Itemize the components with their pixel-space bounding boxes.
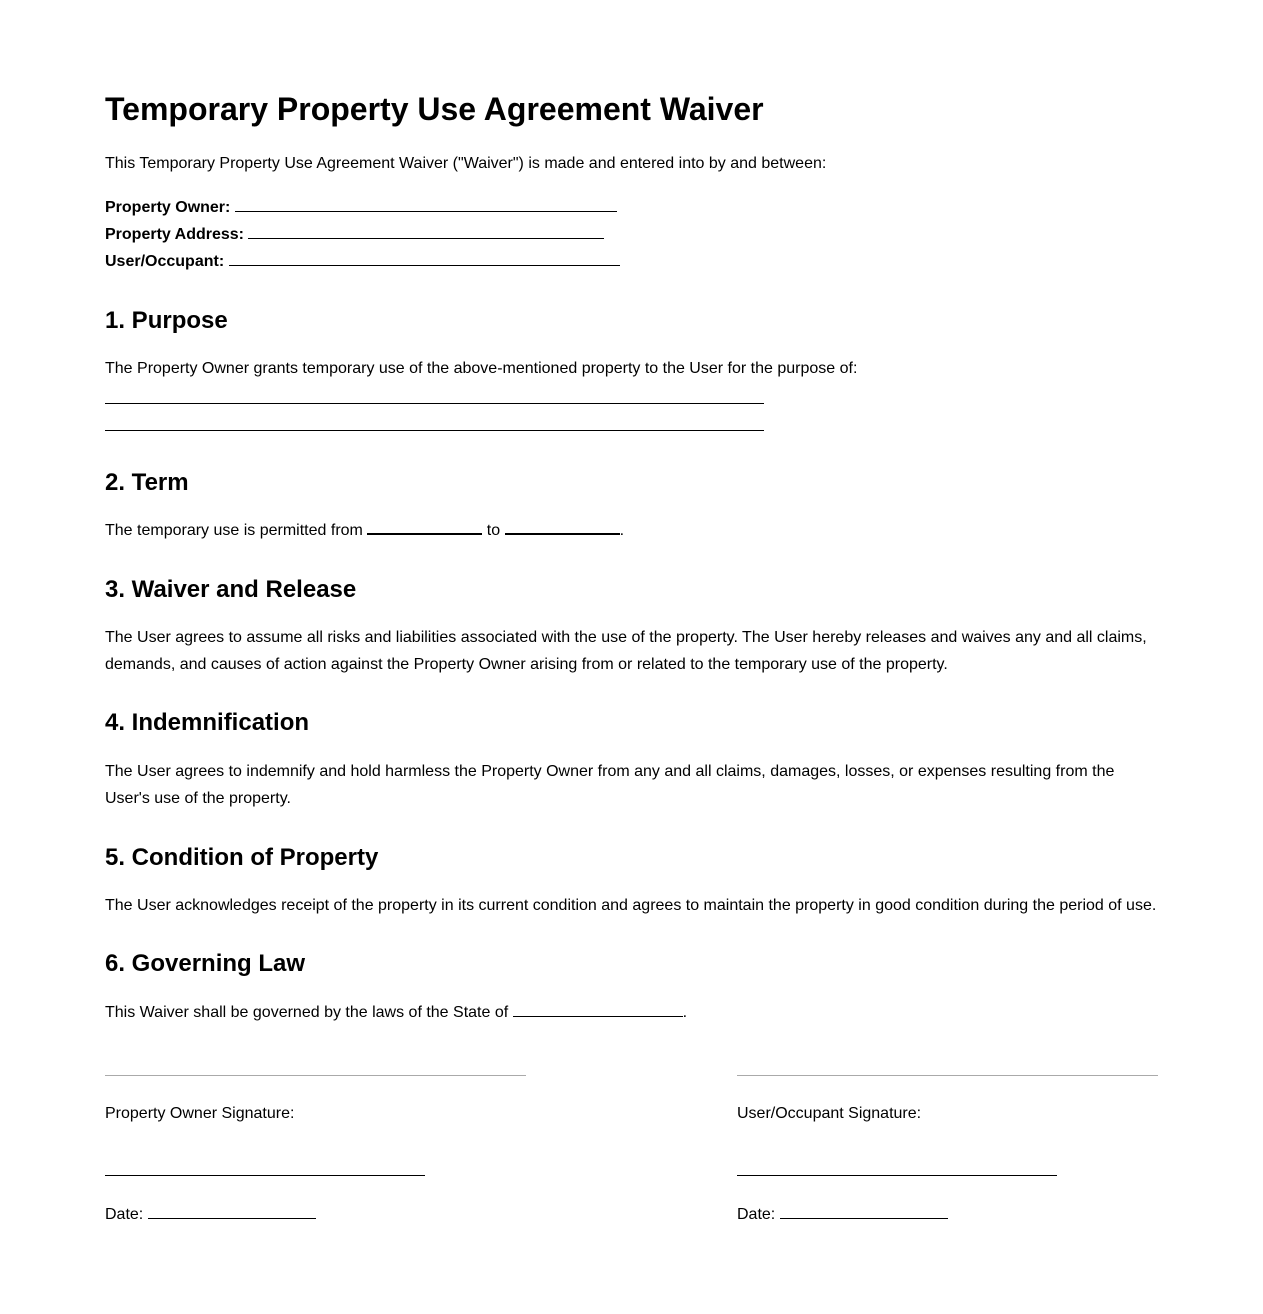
- user-occupant-field: [105, 248, 620, 275]
- section-heading-term: 2. Term: [105, 469, 189, 496]
- law-text-end: .: [682, 1004, 688, 1021]
- section-heading-governing-law: 6. Governing Law: [105, 950, 306, 977]
- owner-signature-divider: [105, 1075, 526, 1076]
- term-end-blank[interactable]: [505, 521, 620, 535]
- waiver-text: The User agrees to assume all risks and liabilities associated with the use of the property. The User hereby releases and waives any and all claims, demands, and causes of action against the Property Owner arising from or related to the temporary use of the property.: [105, 629, 1147, 673]
- document-title: Temporary Property Use Agreement Waiver: [105, 91, 764, 127]
- term-text-end: .: [619, 522, 625, 539]
- purpose-blank-line-1[interactable]: [105, 403, 764, 404]
- intro-text: This Temporary Property Use Agreement Waiver ("Waiver") is made and entered into by and between:: [105, 155, 827, 172]
- owner-signature-label: Property Owner Signature:: [105, 1105, 295, 1122]
- property-owner-field: [105, 194, 617, 221]
- indemnification-text: The User agrees to indemnify and hold harmless the Property Owner from any and all claims, damages, losses, or expenses resulting from the User's use of the property.: [105, 763, 1115, 807]
- date-label: Date:: [105, 1206, 144, 1223]
- property-address-blank[interactable]: [248, 226, 604, 239]
- owner-signature-blank[interactable]: [105, 1175, 425, 1176]
- owner-date-blank[interactable]: [148, 1206, 316, 1219]
- field-label: User/Occupant:: [105, 253, 225, 270]
- section-heading-indemnification: 4. Indemnification: [105, 709, 310, 736]
- user-date-blank[interactable]: [780, 1206, 948, 1219]
- section-heading-condition: 5. Condition of Property: [105, 844, 379, 871]
- user-signature-blank[interactable]: [737, 1175, 1057, 1176]
- user-signature-divider: [737, 1075, 1158, 1076]
- law-text-before: This Waiver shall be governed by the laws of the State of: [105, 1004, 509, 1021]
- section-heading-waiver: 3. Waiver and Release: [105, 576, 357, 603]
- condition-text: The User acknowledges receipt of the property in its current condition and agrees to maintain the property in good condition during the period of use.: [105, 897, 1157, 914]
- term-text-mid: to: [486, 522, 501, 539]
- date-label: Date:: [737, 1206, 776, 1223]
- user-signature-label: User/Occupant Signature:: [737, 1105, 922, 1122]
- section-heading-purpose: 1. Purpose: [105, 307, 228, 334]
- user-occupant-blank[interactable]: [229, 253, 620, 266]
- term-text: [105, 517, 624, 544]
- term-start-blank[interactable]: [367, 521, 482, 535]
- field-label: Property Owner:: [105, 199, 231, 216]
- purpose-blank-line-2[interactable]: [105, 430, 764, 431]
- governing-law-text: [105, 999, 687, 1026]
- property-address-field: [105, 221, 604, 248]
- purpose-text: The Property Owner grants temporary use of the above-mentioned property to the User for the purpose of:: [105, 360, 858, 377]
- term-text-before: The temporary use is permitted from: [105, 522, 363, 539]
- field-label: Property Address:: [105, 226, 244, 243]
- user-date-field: [737, 1201, 948, 1228]
- owner-date-field: [105, 1201, 316, 1228]
- property-owner-blank[interactable]: [235, 199, 617, 212]
- state-blank[interactable]: [513, 1004, 683, 1017]
